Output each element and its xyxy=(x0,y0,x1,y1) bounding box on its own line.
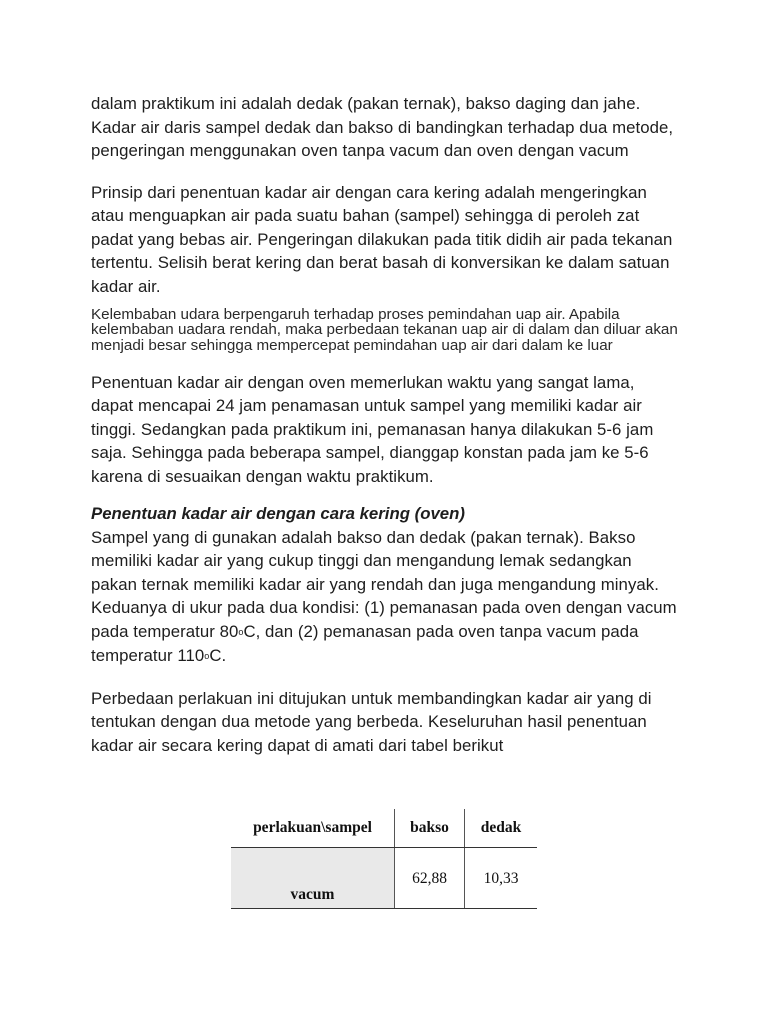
table-header-cell: bakso xyxy=(395,809,465,848)
document-body xyxy=(91,92,681,757)
degree-symbol: o xyxy=(238,626,244,637)
table-header-cell: perlakuan\sampel xyxy=(231,809,395,848)
table-header-row xyxy=(231,809,537,848)
paragraph-sampel xyxy=(91,526,681,669)
paragraph-sampel-part-c: C. xyxy=(209,646,227,666)
paragraph-intro: dalam praktikum ini adalah dedak (pakan ternak), bakso daging dan jahe. Kadar air daris sampel dedak dan bakso di bandingkan terhadap dua metode, pengeringan menggunakan oven tanpa vacum dan oven dengan vacum xyxy=(91,94,674,160)
results-table xyxy=(231,809,537,909)
paragraph-kelembaban: Kelembaban udara berpengaruh terhadap proses pemindahan uap air. Apabila kelembaban uadara rendah, maka perbedaan tekanan uap air di dalam dan diluar akan menjadi besar sehingga mempercepat pemindahan uap air dari dalam ke luar xyxy=(91,306,678,354)
paragraph-sampel-part-a: Sampel yang di gunakan adalah bakso dan dedak (pakan ternak). Bakso memiliki kadar air yang cukup tinggi dan mengandung lemak sedangkan pakan ternak memiliki kadar air yang rendah dan juga mengandung minyak. Keduanya di ukur pada dua kondisi: (1) pemanasan pada oven dengan vacum pada temperatur 80 xyxy=(91,527,677,641)
table-header-cell: dedak xyxy=(465,809,538,848)
paragraph-perbedaan: Perbedaan perlakuan ini ditujukan untuk membandingkan kadar air yang di tentukan dengan dua metode yang berbeda. Keseluruhan hasil penentuan kadar air secara kering dapat di amati dari tabel berikut xyxy=(91,688,652,755)
degree-symbol: o xyxy=(204,651,210,662)
paragraph-sampel-part-b: C, dan (2) pemanasan pada oven tanpa vacum pada temperatur 110 xyxy=(91,621,639,666)
table-cell: vacum xyxy=(231,848,395,909)
table-cell: 62,88 xyxy=(395,848,465,909)
paragraph-penentuan-oven: Penentuan kadar air dengan oven memerlukan waktu yang sangat lama, dapat mencapai 24 jam penamasan untuk sampel yang memiliki kadar air tinggi. Sedangkan pada praktikum ini, pemanasan hanya dilakukan 5-6 jam saja. Sehingga pada beberapa sampel, dianggap konstan pada jam ke 5-6 karena di sesuaikan dengan waktu praktikum. xyxy=(91,372,654,486)
table-cell: 10,33 xyxy=(465,848,538,909)
section-heading: Penentuan kadar air dengan cara kering (oven) xyxy=(91,504,465,524)
table-row xyxy=(231,848,537,909)
paragraph-prinsip: Prinsip dari penentuan kadar air dengan cara kering adalah mengeringkan atau menguapkan air pada suatu bahan (sampel) sehingga di peroleh zat padat yang bebas air. Pengeringan dilakukan pada titik didih air pada tekanan tertentu. Selisih berat kering dan berat basah di konversikan ke dalam satuan kadar air. xyxy=(91,182,673,296)
